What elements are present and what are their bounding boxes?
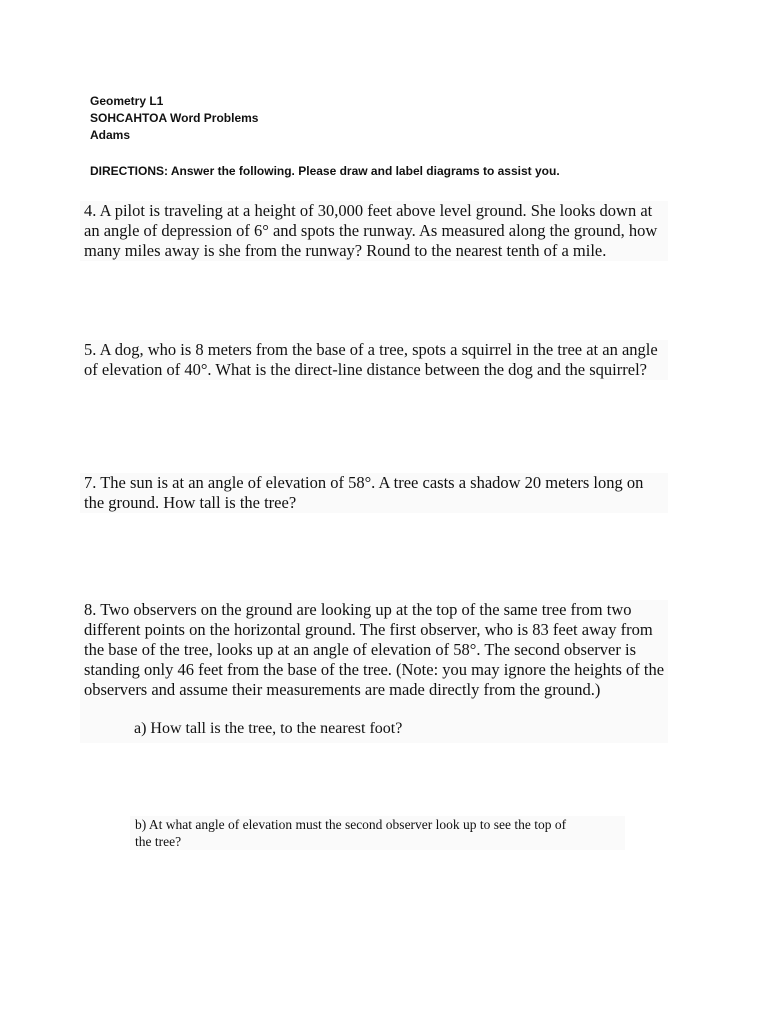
problem-line: observers and assume their measurements are made directly from the ground.)	[84, 680, 601, 699]
problem-line: 5. A dog, who is 8 meters from the base of a tree, spots a squirrel in the tree at an angle	[84, 340, 658, 359]
problem-line: 7. The sun is at an angle of elevation of 58°. A tree casts a shadow 20 meters long on	[84, 473, 644, 492]
problem-8-part-a: a) How tall is the tree, to the nearest foot?	[134, 720, 403, 737]
teacher-name: Adams	[90, 128, 131, 142]
problem-line: 8. Two observers on the ground are looking up at the top of the same tree from two	[84, 600, 632, 619]
problem-8-part-b	[130, 816, 625, 850]
problem-line: of elevation of 40°. What is the direct-line distance between the dog and the squirrel?	[84, 360, 647, 379]
problem-line: the tree?	[135, 834, 182, 849]
problem-line: many miles away is she from the runway? Round to the nearest tenth of a mile.	[84, 241, 607, 260]
problem-line: different points on the horizontal ground. The first observer, who is 83 feet away from	[84, 620, 653, 639]
problem-line: an angle of depression of 6° and spots the runway. As measured along the ground, how	[84, 221, 658, 240]
problem-line: standing only 46 feet from the base of the tree. (Note: you may ignore the heights of the	[84, 660, 665, 679]
problem-5	[80, 340, 668, 380]
problem-7	[80, 473, 668, 513]
problem-line: the ground. How tall is the tree?	[84, 493, 297, 512]
directions-text: DIRECTIONS: Answer the following. Please draw and label diagrams to assist you.	[90, 164, 560, 178]
problem-4	[80, 201, 668, 261]
problem-line: 4. A pilot is traveling at a height of 30,000 feet above level ground. She looks down at	[84, 201, 653, 220]
course-title: Geometry L1	[90, 94, 164, 108]
problem-line: b) At what angle of elevation must the second observer look up to see the top of	[135, 817, 567, 832]
worksheet-topic: SOHCAHTOA Word Problems	[90, 111, 259, 125]
problem-line: the base of the tree, looks up at an angle of elevation of 58°. The second observer is	[84, 640, 636, 659]
